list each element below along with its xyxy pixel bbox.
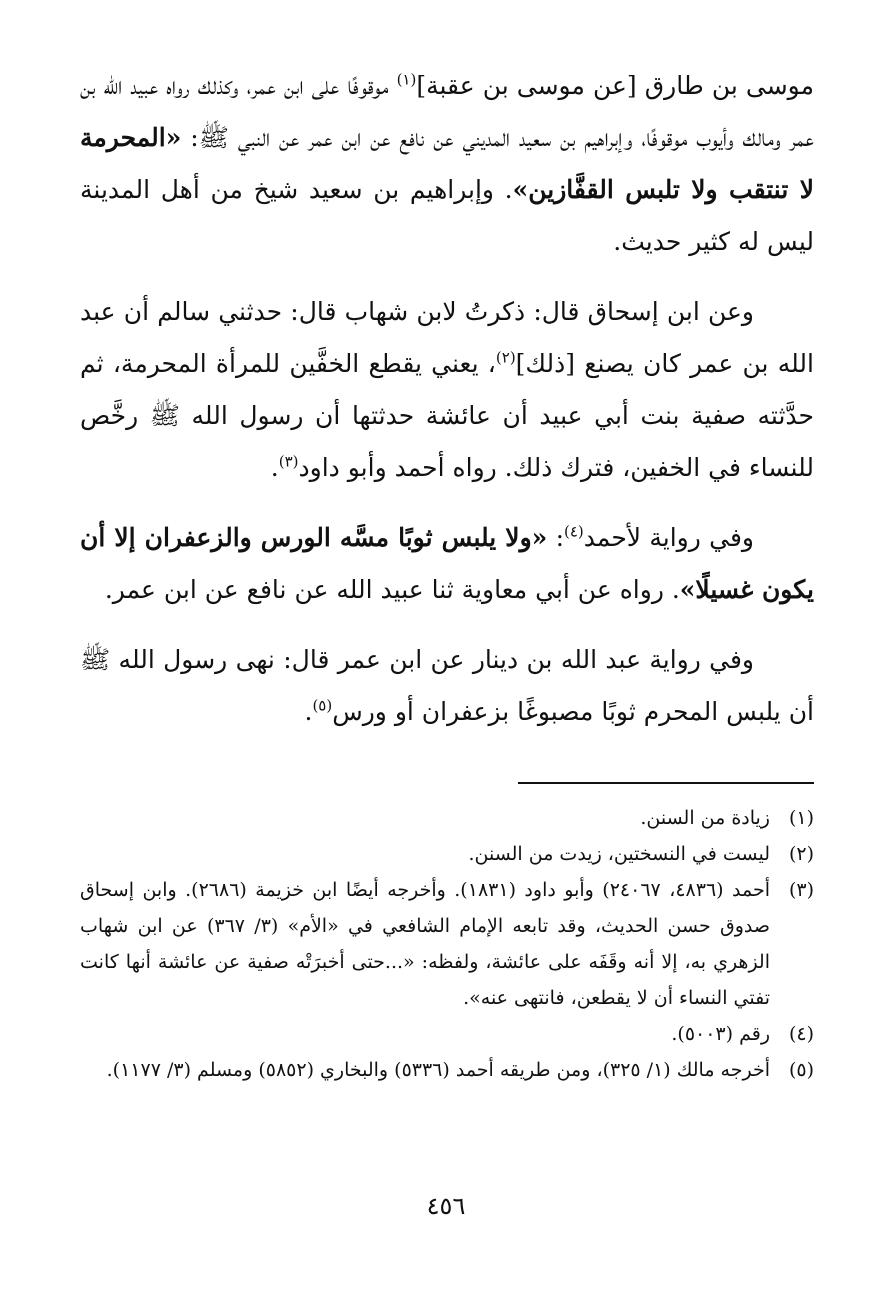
footnote-reference: (٢)	[495, 348, 516, 367]
body-text-segment: . وإبراهيم بن سعيد شيخ من أهل المدينة ليس له كثير حديث.	[80, 175, 814, 256]
paragraph	[80, 634, 814, 738]
body-text-segment: .	[270, 453, 279, 482]
body-text-segment: وعن ابن إسحاق قال: ذكرتُ لابن شهاب قال: حدثني سالم أن عبد الله بن عمر كان يصنع [ذلك]	[80, 297, 814, 378]
footnote-divider	[518, 782, 814, 784]
body-text-segment: ، يعني يقطع الخفَّين للمرأة المحرمة، ثم حدَّثته صفية بنت أبي عبيد أن عائشة حدثتها أن رسول الله ﷺ رخَّص للنساء في الخفين، فترك ذلك. رواه أحمد وأبو داود	[80, 349, 814, 482]
footnote-number: (٣)	[788, 879, 814, 901]
body-text-segment: .	[304, 697, 313, 726]
footnotes	[80, 800, 814, 1088]
footnote	[80, 1052, 814, 1088]
body-text	[80, 60, 814, 738]
footnote	[80, 800, 814, 836]
hadith-text: «المحرمة لا تنتقب ولا تلبس القفَّازين»	[80, 123, 814, 204]
footnote-number: (٤)	[788, 1023, 814, 1045]
footnote-reference: (٤)	[564, 522, 584, 541]
footnote-text: أخرجه مالك (١/ ٣٢٥)، ومن طريقه أحمد (٥٣٣٦) والبخاري (٥٨٥٢) ومسلم (٣/ ١١٧٧).	[106, 1059, 770, 1081]
footnote-text: أحمد (٤٨٣٦، ٢٤٠٦٧) وأبو داود (١٨٣١). وأخرجه أيضًا ابن خزيمة (٢٦٨٦). وابن إسحاق صدوق حسن الحديث، وقد تابعه الإمام الشافعي في «الأم» (٣/ ٣٦٧) عن ابن شهاب الزهري به، إلا أنه وقَفَه على عائشة، ولفظه: «...حتى أخبرَتْه صفية عن عائشة أنها كانت تفتي النساء أن لا يقطعن، فانتهى عنه».	[80, 879, 771, 1009]
footnote-number: (٥)	[788, 1059, 814, 1081]
footnote	[80, 1016, 814, 1052]
footnote-number: (٢)	[788, 843, 814, 865]
footnote-reference: (٥)	[312, 696, 333, 715]
paragraph	[80, 512, 814, 616]
footnote-text: رقم (٥٠٠٣).	[671, 1023, 770, 1045]
body-text-segment: موقوفًا على ابن عمر، وكذلك رواه عبيد الله بن عمر ومالك وأيوب موقوفًا، وإبراهيم بن سعيد المديني عن نافع عن ابن عمر عن النبي ﷺ:	[80, 71, 814, 152]
footnote-reference: (٣)	[278, 452, 299, 471]
paragraph	[80, 286, 814, 494]
hadith-text: «ولا يلبس ثوبًا مسَّه الورس والزعفران إلا أن يكون غسيلًا»	[80, 523, 814, 604]
body-text-segment: . رواه عن أبي معاوية ثنا عبيد الله عن نافع عن ابن عمر.	[104, 575, 680, 604]
footnote-text: ليست في النسختين، زيدت من السنن.	[468, 843, 770, 865]
body-text-segment: وفي رواية عبد الله بن دينار عن ابن عمر قال: نهى رسول الله ﷺ أن يلبس المحرم ثوبًا مصبوغًا بزعفران أو ورس	[80, 645, 814, 726]
footnote	[80, 836, 814, 872]
footnote	[80, 872, 814, 1016]
footnote-reference: (١)	[396, 70, 417, 89]
footnote-text: زيادة من السنن.	[640, 807, 770, 829]
body-text-segment: وفي رواية لأحمد	[583, 523, 754, 552]
body-text-segment: موسى بن طارق [عن موسى بن عقبة]	[416, 71, 814, 100]
body-text-segment: :	[547, 523, 564, 552]
footnote-number: (١)	[788, 807, 814, 829]
page-number: ٤٥٦	[426, 1192, 466, 1220]
paragraph	[80, 60, 814, 268]
